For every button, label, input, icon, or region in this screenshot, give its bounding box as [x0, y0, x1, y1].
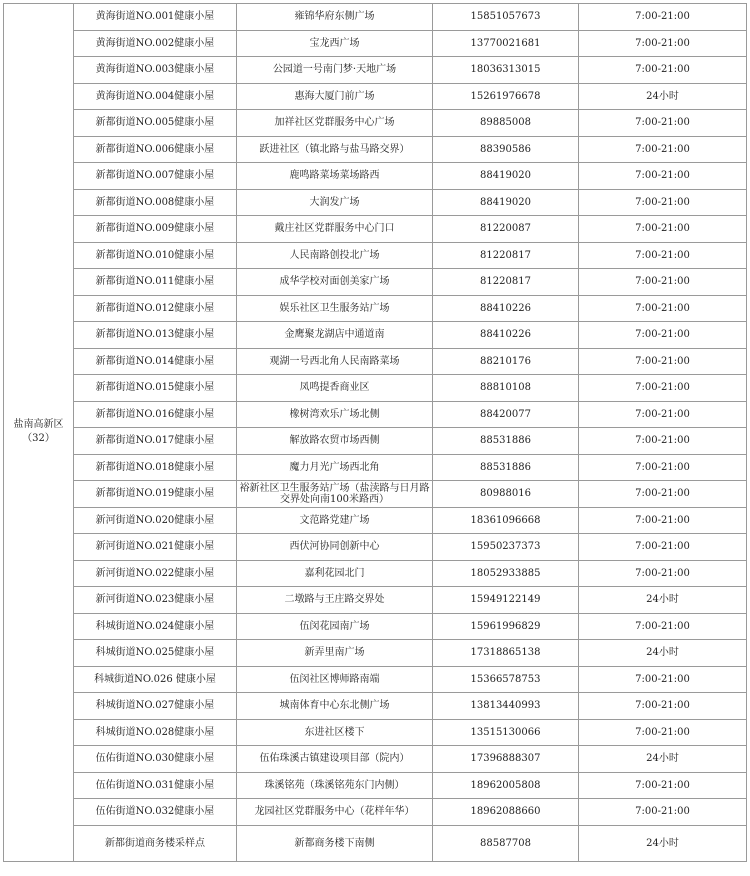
table-row	[4, 825, 747, 861]
station-address: 伍闵花园南广场	[237, 613, 433, 640]
station-address: 文范路党建广场	[237, 507, 433, 534]
table-row	[4, 481, 747, 508]
station-hours: 24小时	[579, 746, 747, 773]
station-phone: 88419020	[433, 163, 579, 190]
station-phone: 88410226	[433, 322, 579, 349]
station-hours: 7:00-21:00	[579, 454, 747, 481]
station-phone: 88419020	[433, 189, 579, 216]
table-row	[4, 454, 747, 481]
station-hours: 7:00-21:00	[579, 401, 747, 428]
table-row	[4, 269, 747, 296]
station-hours: 7:00-21:00	[579, 507, 747, 534]
station-address: 公园道一号南门梦·天地广场	[237, 57, 433, 84]
table-row	[4, 507, 747, 534]
station-address: 金鹰聚龙湖店中通道南	[237, 322, 433, 349]
station-phone: 15261976678	[433, 83, 579, 110]
station-hours: 24小时	[579, 825, 747, 861]
table-row	[4, 746, 747, 773]
station-phone: 88531886	[433, 454, 579, 481]
station-address: 宝龙西广场	[237, 30, 433, 57]
station-address: 戴庄社区党群服务中心门口	[237, 216, 433, 243]
station-name: 新都街道NO.010健康小屋	[74, 242, 237, 269]
station-phone: 18962005808	[433, 772, 579, 799]
station-address: 新弄里南广场	[237, 640, 433, 667]
table-row	[4, 110, 747, 137]
station-name: 黄海街道NO.004健康小屋	[74, 83, 237, 110]
station-address: 解放路农贸市场西侧	[237, 428, 433, 455]
station-hours: 24小时	[579, 587, 747, 614]
station-name: 科城街道NO.027健康小屋	[74, 693, 237, 720]
station-hours: 7:00-21:00	[579, 216, 747, 243]
station-phone: 15366578753	[433, 666, 579, 693]
station-hours: 7:00-21:00	[579, 693, 747, 720]
table-row	[4, 640, 747, 667]
station-phone: 81220817	[433, 269, 579, 296]
table-row	[4, 772, 747, 799]
station-name: 科城街道NO.028健康小屋	[74, 719, 237, 746]
district-name: 盐南高新区	[13, 419, 64, 431]
table-row	[4, 189, 747, 216]
station-address: 娱乐社区卫生服务站广场	[237, 295, 433, 322]
station-name: 新都街道NO.007健康小屋	[74, 163, 237, 190]
station-hours: 7:00-21:00	[579, 322, 747, 349]
station-address: 观湖一号西北角人民南路菜场	[237, 348, 433, 375]
station-name: 新都街道NO.012健康小屋	[74, 295, 237, 322]
station-hours: 7:00-21:00	[579, 269, 747, 296]
station-address: 跃进社区（镇北路与盐马路交界）	[237, 136, 433, 163]
station-name: 新都街道NO.019健康小屋	[74, 481, 237, 508]
table-body	[4, 4, 747, 862]
station-phone: 15949122149	[433, 587, 579, 614]
table-row	[4, 295, 747, 322]
station-hours: 7:00-21:00	[579, 666, 747, 693]
station-name: 新都街道NO.005健康小屋	[74, 110, 237, 137]
station-name: 新都街道NO.011健康小屋	[74, 269, 237, 296]
station-name: 新都街道NO.009健康小屋	[74, 216, 237, 243]
station-name: 新都街道NO.006健康小屋	[74, 136, 237, 163]
station-address: 新都商务楼下南侧	[237, 825, 433, 861]
station-hours: 7:00-21:00	[579, 163, 747, 190]
station-hours: 7:00-21:00	[579, 375, 747, 402]
station-address: 西伏河协同创新中心	[237, 534, 433, 561]
station-hours: 24小时	[579, 640, 747, 667]
station-name: 新河街道NO.022健康小屋	[74, 560, 237, 587]
station-phone: 80988016	[433, 481, 579, 508]
station-name: 伍佑街道NO.031健康小屋	[74, 772, 237, 799]
station-hours: 7:00-21:00	[579, 799, 747, 826]
station-address: 裕新社区卫生服务站广场（盐渎路与日月路交界处向南100米路西）	[237, 481, 433, 508]
table-row	[4, 534, 747, 561]
table-row	[4, 428, 747, 455]
station-name: 新都街道NO.008健康小屋	[74, 189, 237, 216]
table-row	[4, 4, 747, 31]
station-name: 新都街道商务楼采样点	[74, 825, 237, 861]
station-name: 科城街道NO.025健康小屋	[74, 640, 237, 667]
station-address: 雍锦华府东侧广场	[237, 4, 433, 31]
station-hours: 7:00-21:00	[579, 30, 747, 57]
station-hours: 7:00-21:00	[579, 481, 747, 508]
station-phone: 88531886	[433, 428, 579, 455]
station-phone: 88420077	[433, 401, 579, 428]
table-row	[4, 693, 747, 720]
station-name: 新都街道NO.013健康小屋	[74, 322, 237, 349]
station-phone: 88810108	[433, 375, 579, 402]
station-address: 二墩路与王庄路交界处	[237, 587, 433, 614]
station-phone: 88390586	[433, 136, 579, 163]
station-hours: 7:00-21:00	[579, 613, 747, 640]
table-row	[4, 401, 747, 428]
station-hours: 7:00-21:00	[579, 719, 747, 746]
table-row	[4, 163, 747, 190]
table-row	[4, 560, 747, 587]
station-name: 伍佑街道NO.030健康小屋	[74, 746, 237, 773]
station-name: 新河街道NO.021健康小屋	[74, 534, 237, 561]
station-hours: 7:00-21:00	[579, 348, 747, 375]
station-hours: 7:00-21:00	[579, 534, 747, 561]
station-hours: 7:00-21:00	[579, 57, 747, 84]
station-phone: 17318865138	[433, 640, 579, 667]
station-name: 新都街道NO.015健康小屋	[74, 375, 237, 402]
station-phone: 18036313015	[433, 57, 579, 84]
station-name: 新都街道NO.017健康小屋	[74, 428, 237, 455]
district-count: （32）	[22, 433, 55, 445]
station-name: 新都街道NO.016健康小屋	[74, 401, 237, 428]
table-row	[4, 375, 747, 402]
station-phone: 81220087	[433, 216, 579, 243]
station-address: 魔力月光广场西北角	[237, 454, 433, 481]
station-phone: 88587708	[433, 825, 579, 861]
table-row	[4, 30, 747, 57]
station-phone: 15961996829	[433, 613, 579, 640]
station-address: 鹿鸣路菜场菜场路西	[237, 163, 433, 190]
station-phone: 88410226	[433, 295, 579, 322]
station-name: 新都街道NO.014健康小屋	[74, 348, 237, 375]
station-name: 科城街道NO.026 健康小屋	[74, 666, 237, 693]
station-name: 科城街道NO.024健康小屋	[74, 613, 237, 640]
station-hours: 7:00-21:00	[579, 4, 747, 31]
station-phone: 88210176	[433, 348, 579, 375]
station-hours: 7:00-21:00	[579, 560, 747, 587]
station-name: 黄海街道NO.002健康小屋	[74, 30, 237, 57]
station-address: 嘉利花园北门	[237, 560, 433, 587]
station-hours: 7:00-21:00	[579, 189, 747, 216]
station-address: 伍佑珠溪古镇建设项目部（院内）	[237, 746, 433, 773]
station-phone: 18962088660	[433, 799, 579, 826]
health-hut-table	[3, 3, 747, 862]
table-row	[4, 216, 747, 243]
station-hours: 7:00-21:00	[579, 772, 747, 799]
station-hours: 7:00-21:00	[579, 242, 747, 269]
table-row	[4, 666, 747, 693]
station-name: 新河街道NO.023健康小屋	[74, 587, 237, 614]
station-name: 伍佑街道NO.032健康小屋	[74, 799, 237, 826]
station-hours: 7:00-21:00	[579, 295, 747, 322]
station-phone: 15851057673	[433, 4, 579, 31]
table-row	[4, 83, 747, 110]
table-row	[4, 322, 747, 349]
table-row	[4, 57, 747, 84]
station-name: 新河街道NO.020健康小屋	[74, 507, 237, 534]
station-phone: 17396888307	[433, 746, 579, 773]
station-phone: 13813440993	[433, 693, 579, 720]
table-row	[4, 348, 747, 375]
station-address: 人民南路创投北广场	[237, 242, 433, 269]
table-row	[4, 719, 747, 746]
district-cell	[4, 4, 74, 862]
station-address: 龙园社区党群服务中心（花样年华）	[237, 799, 433, 826]
station-hours: 7:00-21:00	[579, 110, 747, 137]
station-phone: 13515130066	[433, 719, 579, 746]
station-hours: 7:00-21:00	[579, 428, 747, 455]
table-row	[4, 136, 747, 163]
station-address: 惠海大厦门前广场	[237, 83, 433, 110]
station-name: 新都街道NO.018健康小屋	[74, 454, 237, 481]
station-address: 珠溪铭苑（珠溪铭苑东门内侧）	[237, 772, 433, 799]
station-phone: 15950237373	[433, 534, 579, 561]
station-phone: 18361096668	[433, 507, 579, 534]
station-address: 城南体育中心东北侧广场	[237, 693, 433, 720]
station-phone: 18052933885	[433, 560, 579, 587]
station-address: 凤鸣提香商业区	[237, 375, 433, 402]
station-name: 黄海街道NO.003健康小屋	[74, 57, 237, 84]
station-address: 成华学校对面创美家广场	[237, 269, 433, 296]
station-hours: 24小时	[579, 83, 747, 110]
station-address: 橡树湾欢乐广场北侧	[237, 401, 433, 428]
station-name: 黄海街道NO.001健康小屋	[74, 4, 237, 31]
station-phone: 89885008	[433, 110, 579, 137]
table-row	[4, 799, 747, 826]
table-row	[4, 587, 747, 614]
table-row	[4, 242, 747, 269]
station-address: 大润发广场	[237, 189, 433, 216]
station-phone: 81220817	[433, 242, 579, 269]
station-address: 伍闵社区博师路南端	[237, 666, 433, 693]
station-address: 东进社区楼下	[237, 719, 433, 746]
station-address: 加祥社区党群服务中心广场	[237, 110, 433, 137]
station-hours: 7:00-21:00	[579, 136, 747, 163]
station-phone: 13770021681	[433, 30, 579, 57]
table-row	[4, 613, 747, 640]
